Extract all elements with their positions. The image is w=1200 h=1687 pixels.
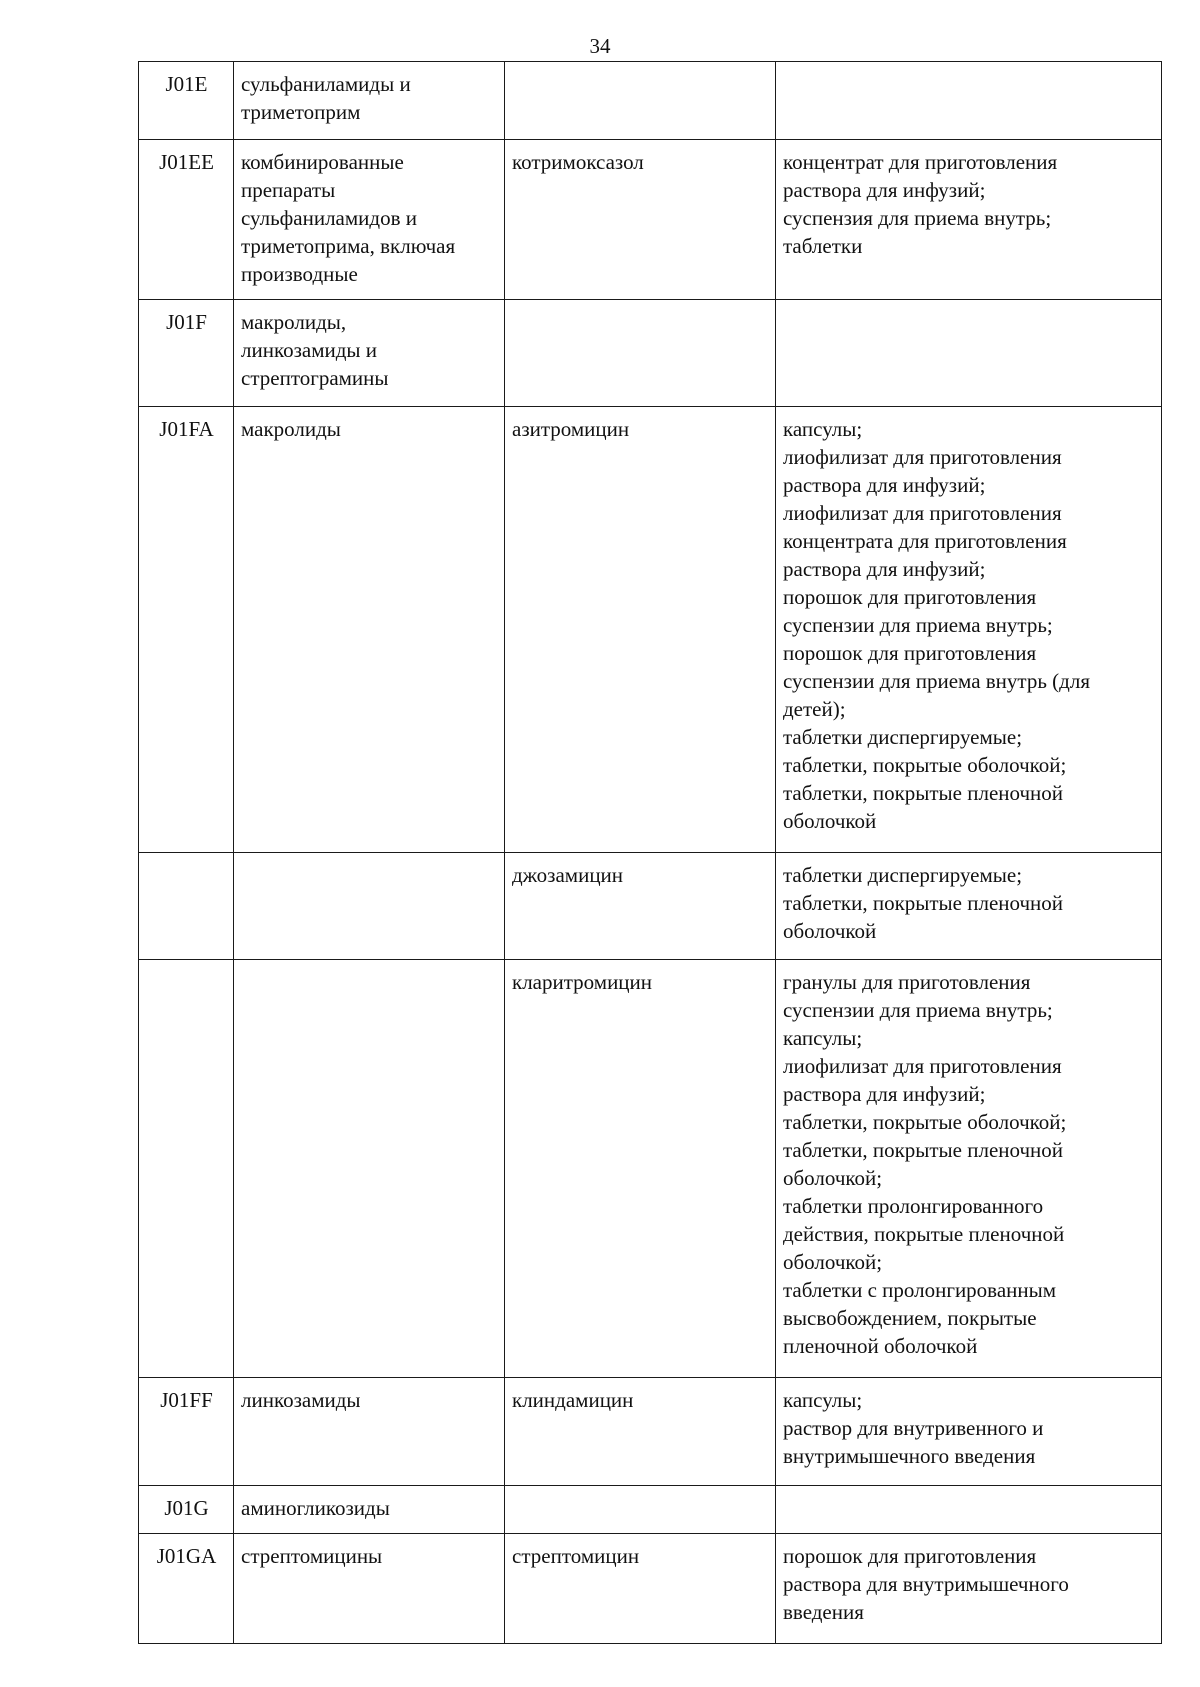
table-row bbox=[139, 62, 1162, 140]
dosage-forms: капсулы; раствор для внутривенного и внутримышечного введения bbox=[776, 1378, 1162, 1486]
dosage-forms: порошок для приготовления раствора для внутримышечного введения bbox=[776, 1534, 1162, 1644]
atc-code: J01GA bbox=[139, 1534, 234, 1644]
table-row bbox=[139, 960, 1162, 1378]
atc-code bbox=[139, 960, 234, 1378]
drug-name bbox=[505, 300, 776, 407]
pharmacological-group bbox=[234, 960, 505, 1378]
drug-name: джозамицин bbox=[505, 853, 776, 960]
table-row bbox=[139, 300, 1162, 407]
drug-name bbox=[505, 1486, 776, 1534]
pharmacological-group bbox=[234, 853, 505, 960]
atc-code: J01FF bbox=[139, 1378, 234, 1486]
atc-code: J01FA bbox=[139, 407, 234, 853]
dosage-forms: таблетки диспергируемые; таблетки, покрытые пленочной оболочкой bbox=[776, 853, 1162, 960]
table-row bbox=[139, 1378, 1162, 1486]
dosage-forms: капсулы; лиофилизат для приготовления раствора для инфузий; лиофилизат для приготовления концентрата для приготовления раствора для инфузий; порошок для приготовления суспензии для приема внутрь; порошок для приготовления суспензии для приема внутрь (для детей); таблетки диспергируемые; таблетки, покрытые оболочкой; таблетки, покрытые пленочной оболочкой bbox=[776, 407, 1162, 853]
dosage-forms bbox=[776, 1486, 1162, 1534]
pharmacological-group: макролиды, линкозамиды и стрептограмины bbox=[234, 300, 505, 407]
dosage-forms bbox=[776, 300, 1162, 407]
drug-name bbox=[505, 62, 776, 140]
drug-name: клиндамицин bbox=[505, 1378, 776, 1486]
pharmacological-group: комбинированные препараты сульфаниламидов и триметоприма, включая производные bbox=[234, 140, 505, 300]
table-row bbox=[139, 140, 1162, 300]
drug-name: азитромицин bbox=[505, 407, 776, 853]
atc-code bbox=[139, 853, 234, 960]
table-row bbox=[139, 853, 1162, 960]
atc-code: J01G bbox=[139, 1486, 234, 1534]
dosage-forms: гранулы для приготовления суспензии для приема внутрь; капсулы; лиофилизат для приготовления раствора для инфузий; таблетки, покрытые оболочкой; таблетки, покрытые пленочной оболочкой; таблетки пролонгированного действия, покрытые пленочной оболочкой; таблетки с пролонгированным высвобождением, покрытые пленочной оболочкой bbox=[776, 960, 1162, 1378]
drug-name: котримоксазол bbox=[505, 140, 776, 300]
drug-name: стрептомицин bbox=[505, 1534, 776, 1644]
pharmacological-group: линкозамиды bbox=[234, 1378, 505, 1486]
table-row bbox=[139, 407, 1162, 853]
drug-table bbox=[138, 61, 1162, 1644]
dosage-forms: концентрат для приготовления раствора для инфузий; суспензия для приема внутрь; таблетки bbox=[776, 140, 1162, 300]
atc-code: J01EE bbox=[139, 140, 234, 300]
atc-code: J01E bbox=[139, 62, 234, 140]
atc-code: J01F bbox=[139, 300, 234, 407]
pharmacological-group: макролиды bbox=[234, 407, 505, 853]
pharmacological-group: аминогликозиды bbox=[234, 1486, 505, 1534]
pharmacological-group: сульфаниламиды и триметоприм bbox=[234, 62, 505, 140]
table-row bbox=[139, 1486, 1162, 1534]
drug-name: кларитромицин bbox=[505, 960, 776, 1378]
pharmacological-group: стрептомицины bbox=[234, 1534, 505, 1644]
table-row bbox=[139, 1534, 1162, 1644]
dosage-forms bbox=[776, 62, 1162, 140]
page-number: 34 bbox=[589, 34, 611, 58]
